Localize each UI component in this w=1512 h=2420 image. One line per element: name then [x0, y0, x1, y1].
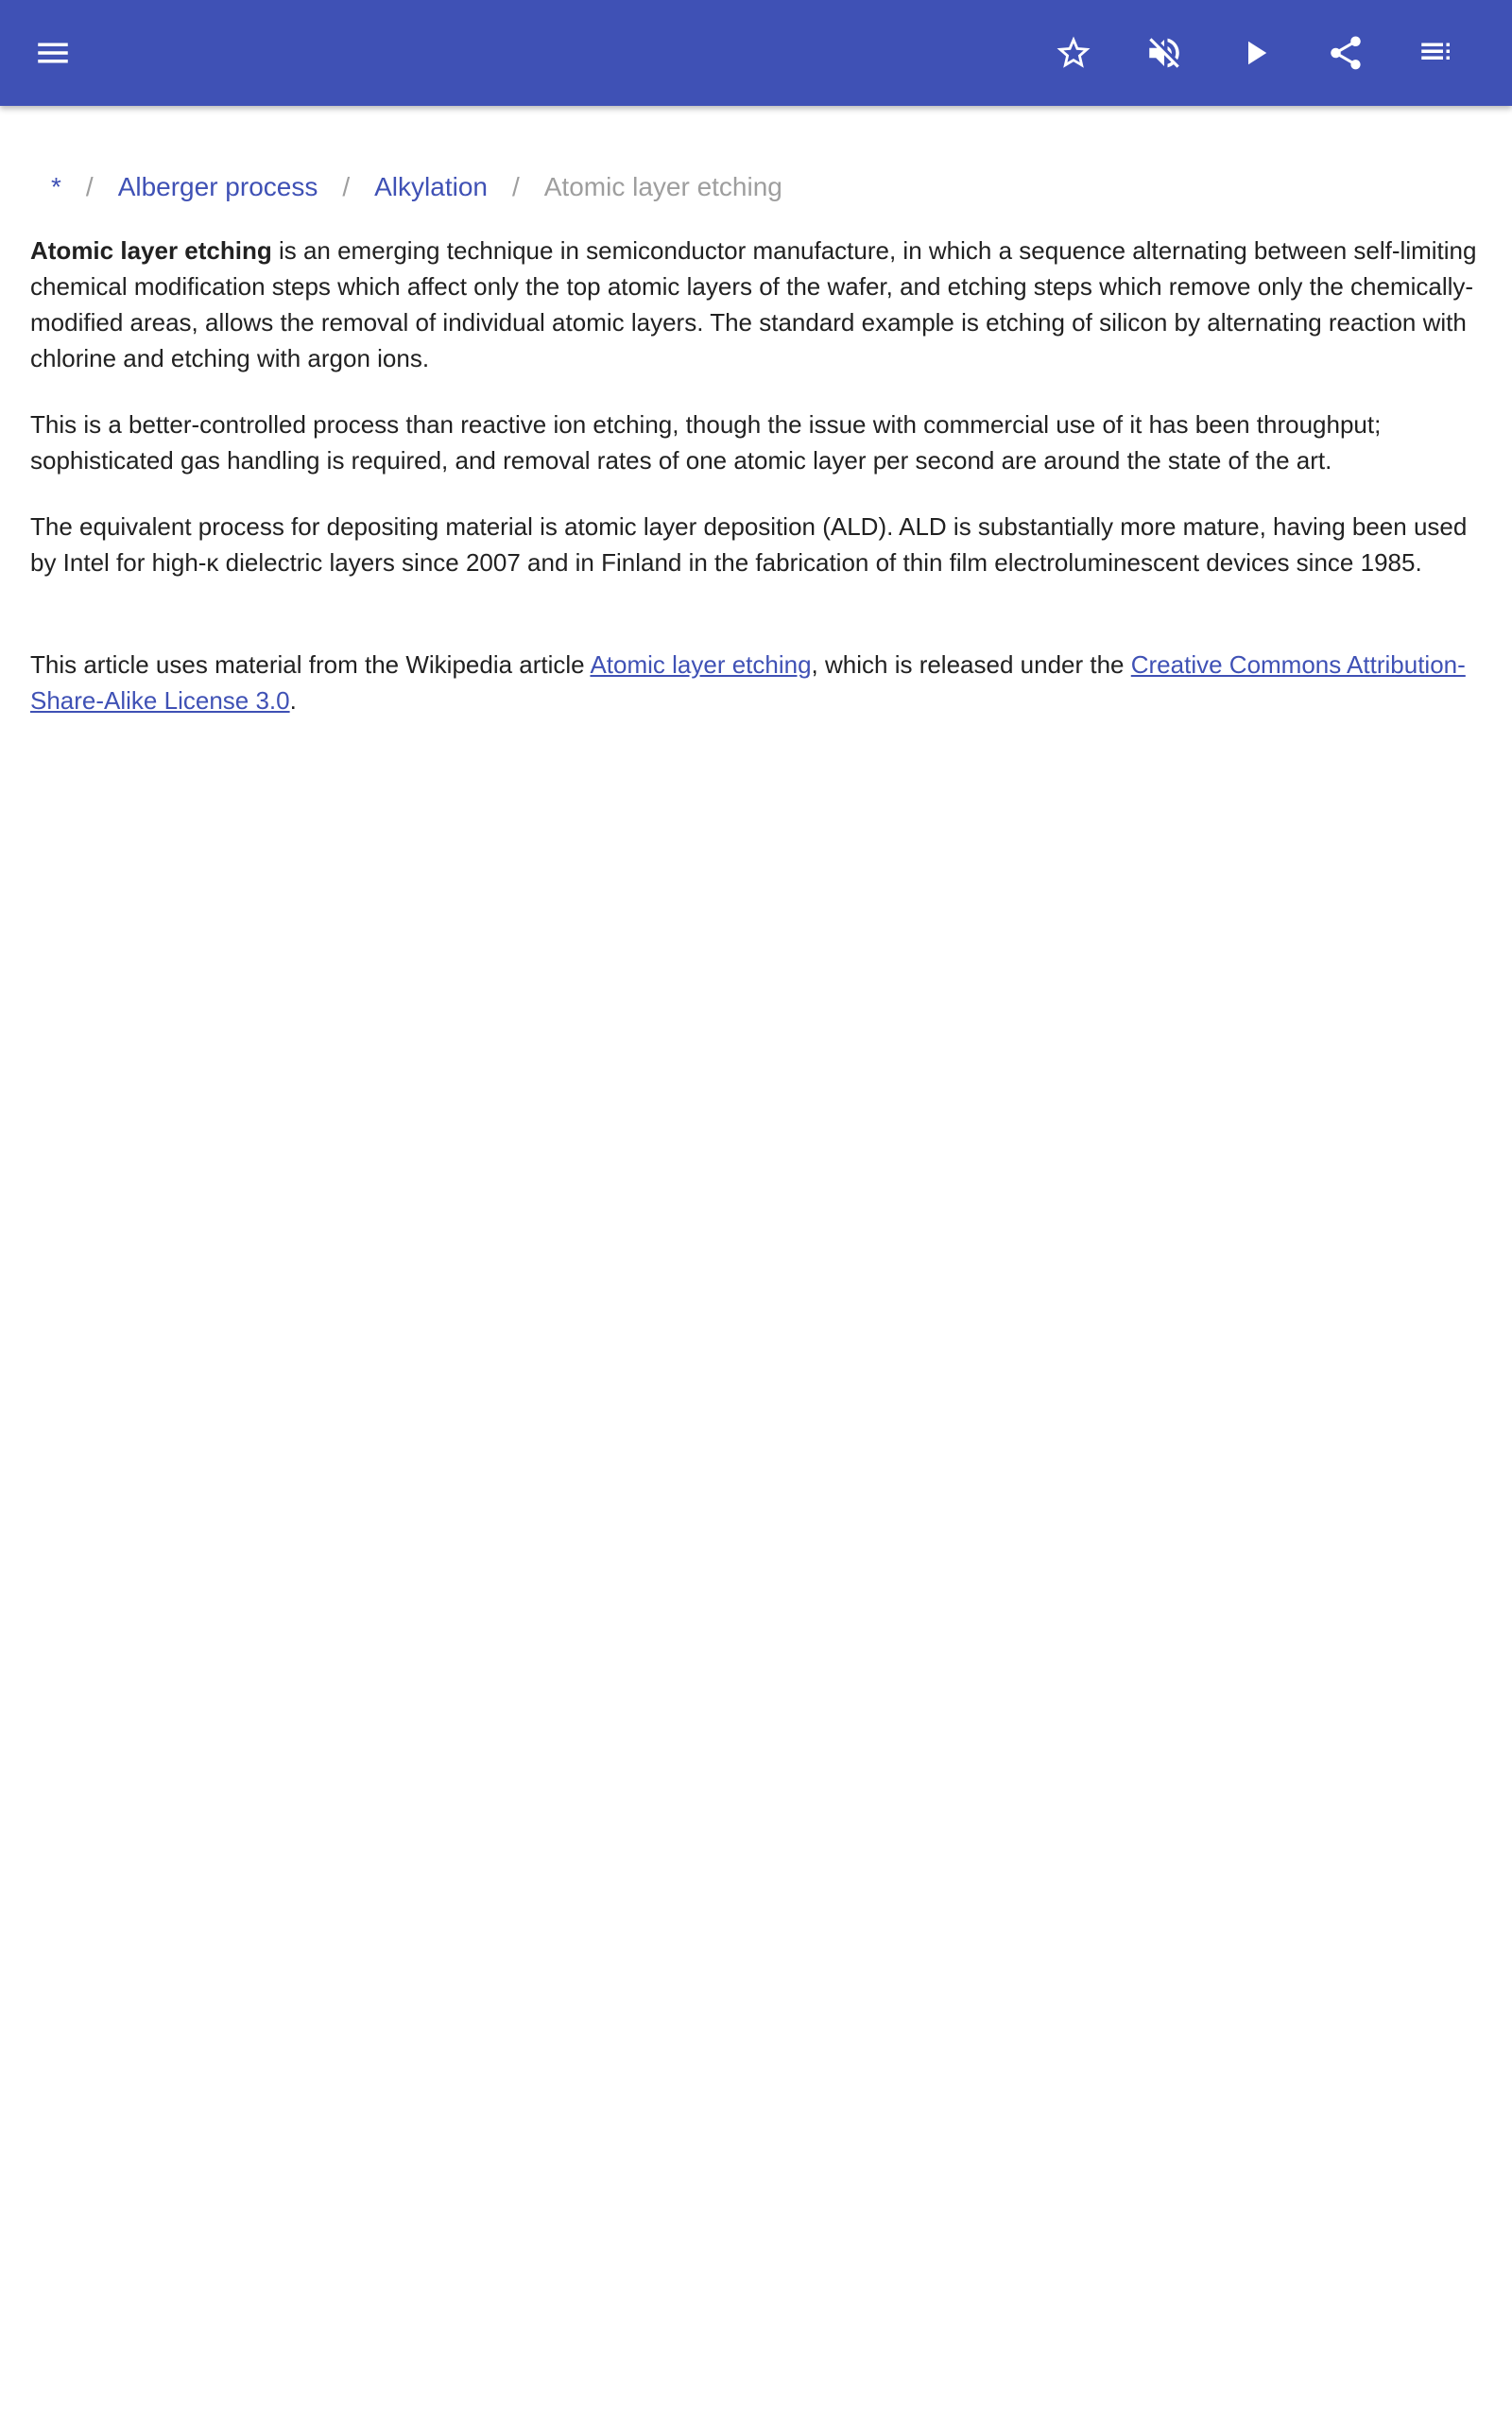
- article-paragraph: This is a better-controlled process than reactive ion etching, though the issue with commercial use of it has been throughput; sophisticated gas handling is required, and removal rates of one atomic layer per second are around the state of the art.: [30, 410, 1382, 475]
- article-content: [30, 106, 1482, 718]
- attribution-suffix: .: [289, 686, 297, 715]
- license-link[interactable]: Creative Commons Attribution-Share-Alike License 3.0: [30, 650, 1466, 715]
- attribution-middle: , which is released under the: [811, 650, 1131, 679]
- breadcrumb-separator: /: [342, 172, 351, 201]
- article-paragraph: The equivalent process for depositing material is atomic layer deposition (ALD). ALD is substantially more mature, having been used by Intel for high-κ dielectric layers since 2007 and in Finland in the fabrication of thin film electroluminescent devices since 1985.: [30, 512, 1468, 577]
- app-bar: [0, 0, 1512, 106]
- breadcrumb-item-home[interactable]: *: [51, 172, 61, 201]
- share-button[interactable]: [1315, 23, 1376, 83]
- breadcrumb-item-alkylation[interactable]: Alkylation: [374, 172, 488, 201]
- breadcrumb-separator: /: [511, 172, 520, 201]
- favorite-button[interactable]: [1043, 23, 1104, 83]
- playlist-button[interactable]: [1406, 23, 1467, 83]
- playlist-icon: [1417, 33, 1456, 73]
- mute-button[interactable]: [1134, 23, 1194, 83]
- attribution-notice: [30, 647, 1482, 718]
- attribution-prefix: This article uses material from the Wikipedia article: [30, 650, 591, 679]
- star-icon: [1054, 33, 1093, 73]
- article-paragraph: [30, 233, 1482, 376]
- menu-icon: [33, 33, 73, 73]
- article-term: Atomic layer etching: [30, 236, 272, 265]
- breadcrumb-item-alberger-process[interactable]: Alberger process: [117, 172, 318, 201]
- breadcrumb: [30, 168, 1482, 206]
- volume-off-icon: [1144, 33, 1184, 73]
- breadcrumb-separator: /: [85, 172, 94, 201]
- play-icon: [1235, 33, 1275, 73]
- paragraph-text: is an emerging technique in semiconductor manufacture, in which a sequence alternating between self-limiting chemical modification steps which affect only the top atomic layers of the wafer, and etching steps which remove only the chemically-modified areas, allows the removal of individual atomic layers. The standard example is etching of silicon by alternating reaction with chlorine and etching with argon ions.: [30, 236, 1477, 372]
- wikipedia-article-link[interactable]: Atomic layer etching: [590, 650, 812, 679]
- breadcrumb-current: Atomic layer etching: [543, 172, 782, 201]
- menu-button[interactable]: [23, 23, 83, 83]
- play-button[interactable]: [1225, 23, 1285, 83]
- share-icon: [1326, 33, 1366, 73]
